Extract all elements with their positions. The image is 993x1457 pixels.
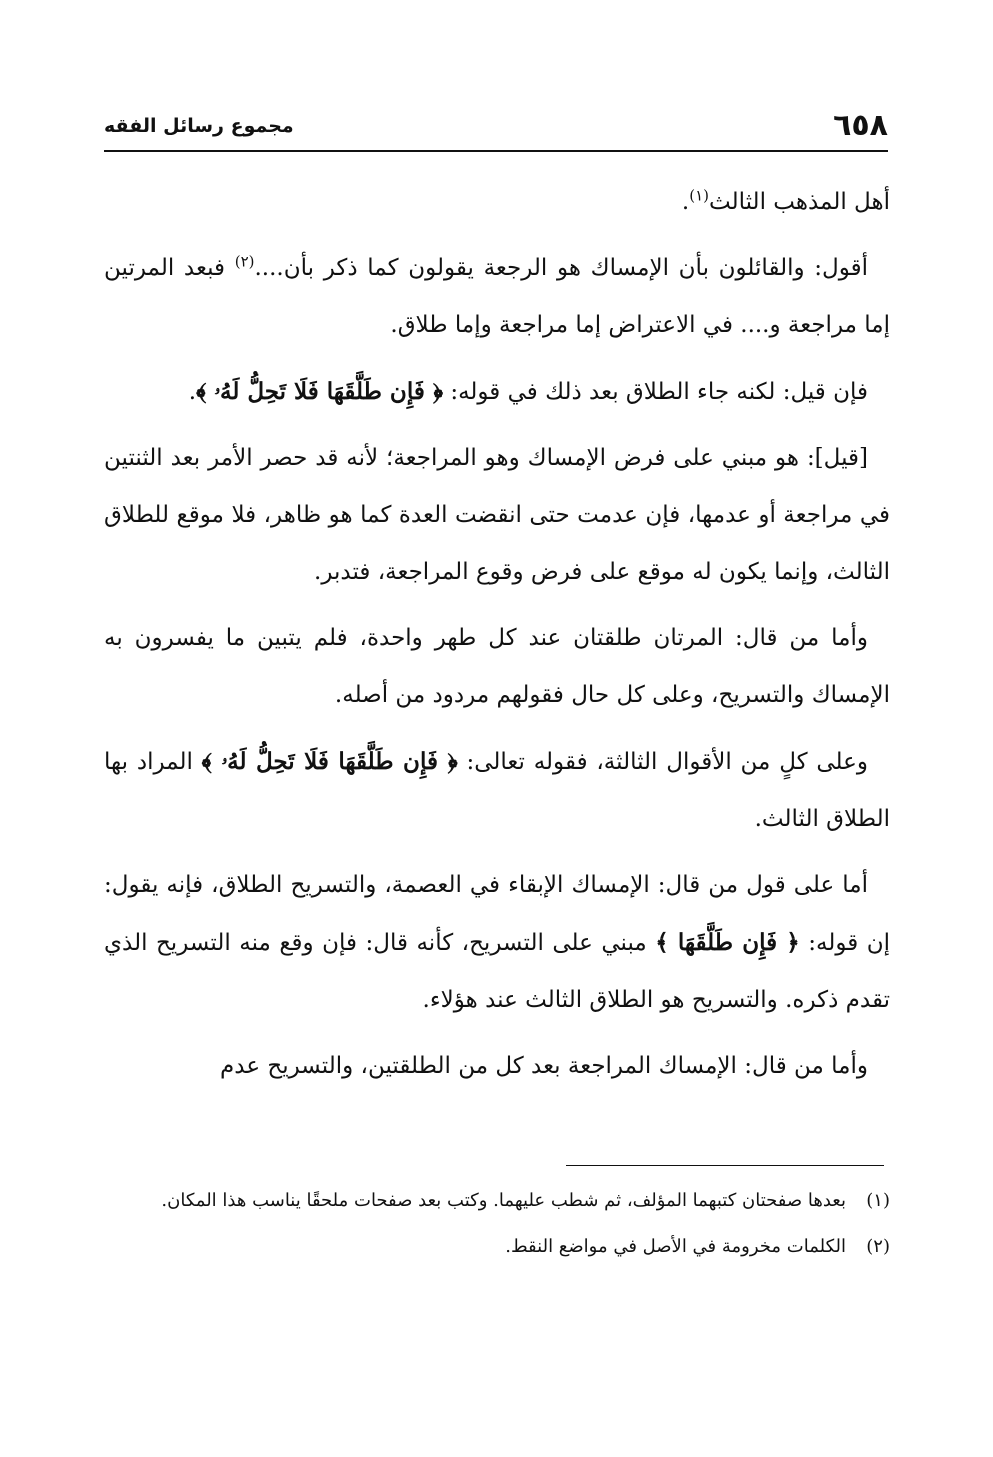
paragraph-text: فإن قيل: لكنه جاء الطلاق بعد ذلك في قوله: bbox=[443, 379, 868, 405]
page-number: ٦٥٨ bbox=[833, 108, 888, 143]
footnote-ref-2[interactable]: (٢) bbox=[234, 252, 255, 271]
paragraph-2 bbox=[104, 240, 890, 354]
paragraph-text: [قيل]: هو مبني على فرض الإمساك وهو المراجعة؛ لأنه قد حصر الأمر بعد الثنتين في مراجعة أو عدمها، فإن عدمت حتى انقضت العدة كما هو ظاهر، فلا موقع للطلاق الثالث، وإنما يكون له موقع على فرض وقوع المراجعة، فتدبر. bbox=[104, 445, 890, 585]
quran-quote: ﴿ فَإِن طَلَّقَهَا فَلَا تَحِلُّ لَهُۥ ﴾ bbox=[201, 748, 458, 775]
page-header bbox=[104, 108, 888, 144]
footnotes bbox=[104, 1180, 890, 1272]
footnote-text: بعدها صفحتان كتبهما المؤلف، ثم شطب عليهما. وكتب بعد صفحات ملحقًا يناسب هذا المكان. bbox=[161, 1190, 846, 1211]
paragraph-8 bbox=[104, 1038, 890, 1095]
paragraph-tail: المراد بها الطلاق الثالث. bbox=[104, 749, 890, 832]
footnote-number: (٢) bbox=[866, 1236, 890, 1257]
paragraph-tail: فبعد المرتين إما مراجعة و.... في الاعتراض إما مراجعة وإما طلاق. bbox=[104, 255, 890, 338]
paragraph-3 bbox=[104, 363, 890, 421]
footnote-1 bbox=[104, 1180, 890, 1222]
paragraph-tail: مبني على التسريح، كأنه قال: فإن وقع منه التسريح الذي تقدم ذكره. والتسريح هو الطلاق الثالث عند هؤلاء. bbox=[104, 930, 890, 1013]
paragraph-6 bbox=[104, 733, 890, 848]
paragraph-tail: . bbox=[681, 189, 690, 215]
paragraph-text: أما على قول من قال: الإمساك الإبقاء في العصمة، والتسريح الطلاق، فإنه يقول: إن قوله: bbox=[104, 872, 890, 956]
paragraph-7 bbox=[104, 857, 890, 1029]
paragraph-text: أهل المذهب الثالث bbox=[709, 189, 890, 215]
main-text bbox=[104, 174, 890, 1104]
paragraph-5 bbox=[104, 610, 890, 724]
footnote-number: (١) bbox=[866, 1190, 890, 1211]
header-divider bbox=[104, 150, 888, 152]
paragraph-text: وأما من قال: المرتان طلقتان عند كل طهر واحدة، فلم يتبين ما يفسرون به الإمساك والتسريح، وعلى كل حال فقولهم مردود من أصله. bbox=[104, 625, 890, 708]
paragraph-text: وأما من قال: الإمساك المراجعة بعد كل من الطلقتين، والتسريح عدم bbox=[220, 1053, 868, 1079]
footnote-2 bbox=[104, 1226, 890, 1268]
paragraph-text: أقول: والقائلون بأن الإمساك هو الرجعة يقولون كما ذكر بأن.... bbox=[254, 255, 868, 281]
paragraph-text: وعلى كلٍ من الأقوال الثالثة، فقوله تعالى: bbox=[457, 749, 868, 775]
footnote-text: الكلمات مخرومة في الأصل في مواضع النقط. bbox=[505, 1236, 846, 1257]
footnote-divider bbox=[566, 1165, 884, 1166]
quran-quote: ﴿ فَإِن طَلَّقَهَا فَلَا تَحِلُّ لَهُۥ ﴾ bbox=[196, 378, 444, 405]
paragraph-4 bbox=[104, 430, 890, 601]
paragraph-tail: . bbox=[188, 379, 197, 405]
footnote-ref-1[interactable]: (١) bbox=[689, 186, 710, 205]
running-title: مجموع رسائل الفقه bbox=[104, 115, 294, 137]
quran-quote: ﴿ فَإِن طَلَّقَهَا ﴾ bbox=[655, 929, 800, 956]
paragraph-1 bbox=[104, 174, 890, 231]
